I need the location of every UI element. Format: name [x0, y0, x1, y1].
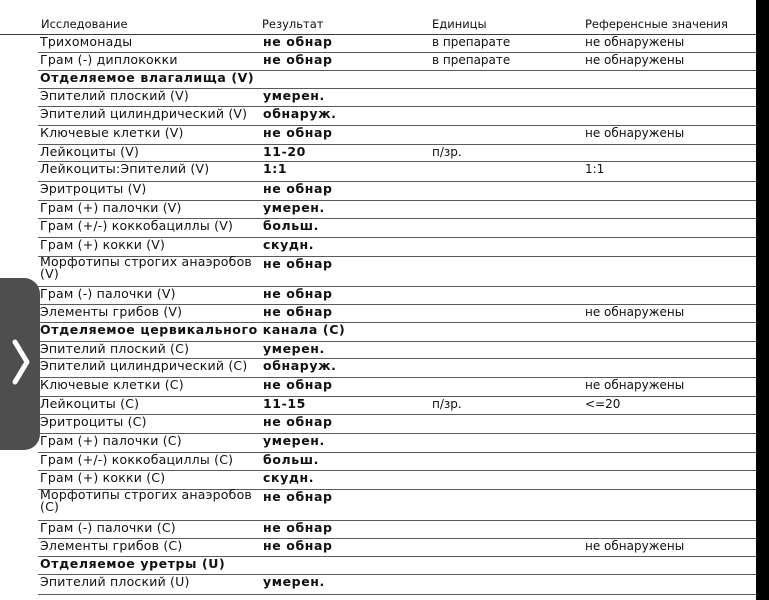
test-name: Грам (+) палочки (V) [40, 200, 182, 215]
result-value: 1:1 [263, 161, 288, 176]
result-value: не обнар [263, 286, 333, 301]
header-result: Результат [262, 17, 324, 31]
table-row [38, 181, 756, 201]
table-row [38, 286, 756, 305]
result-value: умерен. [263, 200, 325, 215]
reference-value: <=20 [585, 397, 621, 411]
table-row [38, 396, 756, 415]
units-value: п/зр. [432, 145, 462, 159]
section-header [38, 322, 756, 342]
test-name: Эпителий плоский (V) [40, 88, 189, 103]
table-row [38, 520, 756, 539]
result-value: не обнар [263, 538, 333, 553]
result-value: 11-20 [263, 144, 306, 159]
table-row [38, 433, 756, 453]
units-value: в препарате [432, 35, 511, 49]
result-value: не обнар [263, 377, 333, 392]
table-row [38, 125, 756, 145]
table-row [38, 256, 756, 287]
test-name: Ключевые клетки (C) [40, 377, 184, 392]
test-name: Лейкоциты (V) [40, 144, 140, 159]
table-row [38, 52, 756, 71]
section-header [38, 70, 756, 89]
result-value: больш. [263, 452, 319, 467]
result-value: не обнар [263, 34, 333, 49]
result-value: не обнар [263, 520, 333, 535]
header-reference: Референсные значения [585, 17, 728, 31]
chevron-right-icon [8, 334, 34, 390]
section-title: Отделяемое влагалища (V) [40, 70, 255, 85]
result-value: не обнар [263, 256, 333, 271]
units-value: в препарате [432, 53, 511, 67]
test-name: Трихомонады [40, 34, 133, 49]
result-value: не обнар [263, 489, 333, 504]
result-value: скудн. [263, 237, 315, 252]
result-value: обнаруж. [263, 106, 337, 121]
table-row [38, 358, 756, 378]
test-name: Эритроциты (V) [40, 181, 147, 196]
test-name: Лейкоциты (C) [40, 396, 140, 411]
table-row [38, 489, 756, 521]
table-row [38, 341, 756, 359]
screen-edge [756, 0, 769, 600]
reference-value: не обнаружены [585, 126, 685, 140]
section-title: Отделяемое уретры (U) [40, 556, 226, 571]
result-value: 11-15 [263, 396, 306, 411]
result-value: не обнар [263, 304, 333, 319]
table-row [38, 106, 756, 126]
result-value: обнаруж. [263, 358, 337, 373]
test-name: Грам (+/-) коккобациллы (C) [40, 452, 234, 467]
test-name: Эпителий цилиндрический (C) [40, 358, 248, 373]
reference-value: не обнаружены [585, 35, 685, 49]
table-row [38, 574, 756, 595]
test-name: Морфотипы строгих анаэробов (C) [40, 487, 252, 514]
table-row [38, 88, 756, 107]
result-value: не обнар [263, 181, 333, 196]
next-page-tab[interactable] [0, 278, 40, 450]
test-name: Грам (-) палочки (V) [40, 286, 176, 301]
result-value: умерен. [263, 88, 325, 103]
table-row [38, 218, 756, 238]
test-name: Грам (+) палочки (C) [40, 433, 182, 448]
test-name: Элементы грибов (C) [40, 538, 183, 553]
result-value: не обнар [263, 52, 333, 67]
test-name: Эпителий плоский (U) [40, 574, 190, 589]
table-row [38, 538, 756, 557]
reference-value: не обнаружены [585, 53, 685, 67]
test-name: Ключевые клетки (V) [40, 125, 184, 140]
reference-value: не обнаружены [585, 539, 685, 553]
units-value: п/зр. [432, 397, 462, 411]
test-name: Грам (+/-) коккобациллы (V) [40, 218, 234, 233]
test-name: Лейкоциты:Эпителий (V) [40, 161, 210, 176]
result-value: умерен. [263, 574, 325, 589]
test-name: Грам (+) кокки (V) [40, 237, 166, 252]
test-name: Грам (-) диплококки [40, 52, 178, 67]
test-name: Грам (+) кокки (C) [40, 470, 166, 485]
result-value: не обнар [263, 125, 333, 140]
table-row [38, 452, 756, 471]
table-row [38, 34, 756, 53]
table-row [38, 414, 756, 434]
table-row [38, 144, 756, 162]
test-name: Морфотипы строгих анаэробов (V) [40, 254, 252, 281]
result-value: скудн. [263, 470, 315, 485]
section-header [38, 556, 756, 575]
header-units: Единицы [432, 17, 487, 31]
table-row [38, 200, 756, 219]
reference-value: 1:1 [585, 162, 605, 176]
test-name: Грам (-) палочки (C) [40, 520, 176, 535]
test-name: Эритроциты (C) [40, 414, 147, 429]
header-test: Исследование [41, 17, 128, 31]
table-row [38, 377, 756, 397]
result-value: умерен. [263, 433, 325, 448]
table-row [38, 161, 756, 182]
section-title: Отделяемое цервикального канала (C) [40, 322, 346, 337]
test-name: Элементы грибов (V) [40, 304, 183, 319]
test-name: Эпителий плоский (C) [40, 341, 190, 356]
reference-value: не обнаружены [585, 378, 685, 392]
result-value: больш. [263, 218, 319, 233]
result-value: не обнар [263, 414, 333, 429]
result-value: умерен. [263, 341, 325, 356]
table-header [0, 15, 756, 35]
table-row [38, 304, 756, 323]
test-name: Эпителий цилиндрический (V) [40, 106, 248, 121]
reference-value: не обнаружены [585, 305, 685, 319]
